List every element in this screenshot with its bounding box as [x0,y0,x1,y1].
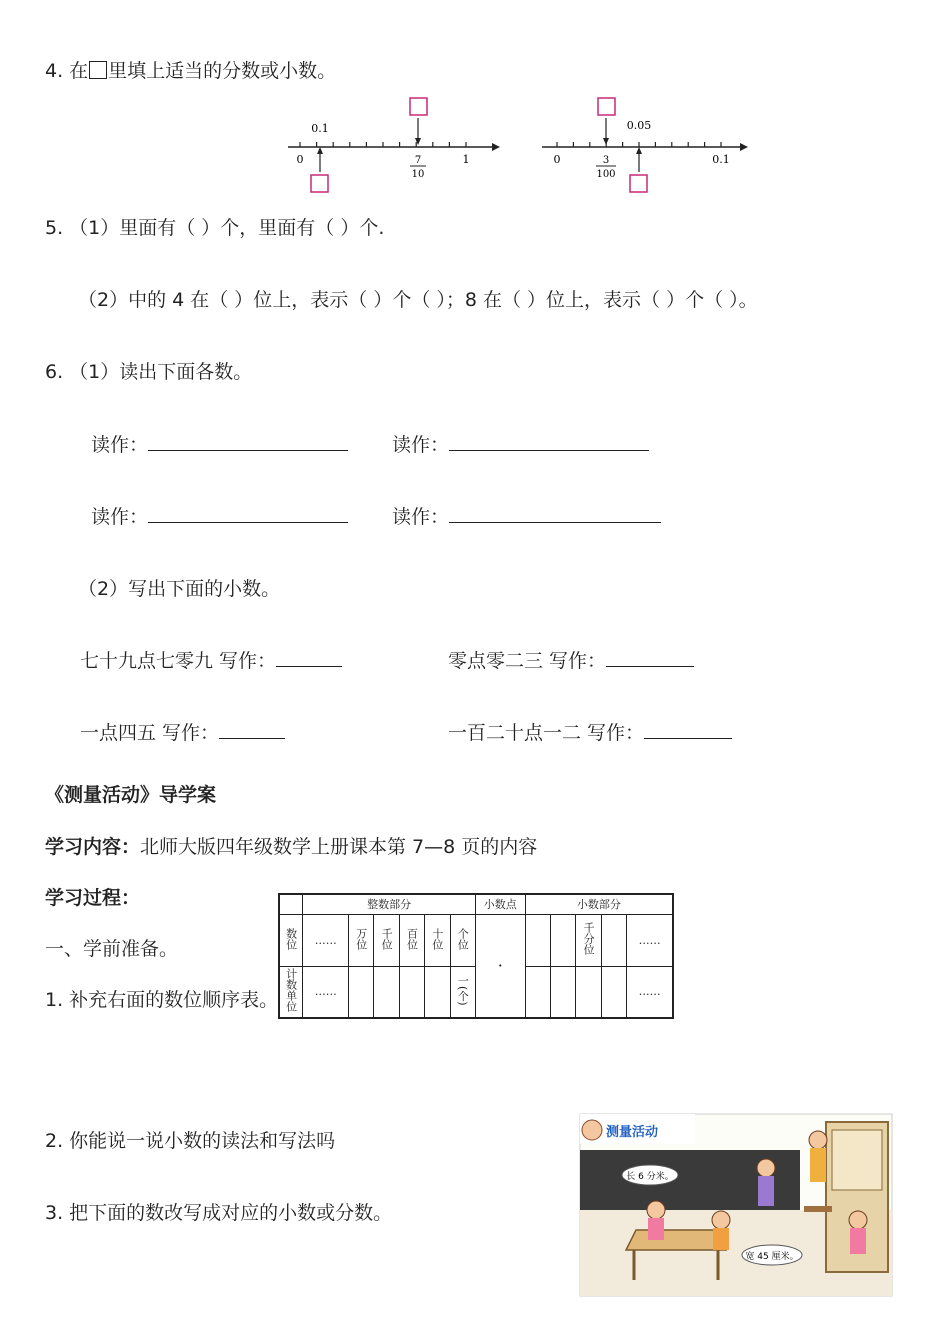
place-value-table [278,893,674,1019]
child-figure [647,1201,665,1240]
speech-width: 宽 45 厘米。 [745,1252,799,1262]
row-head-place: 数位 [279,914,303,966]
child-figure [712,1211,730,1250]
measuring-activity-illustration [576,1110,896,1300]
write-item-1: 七十九点七零九 写作： [80,646,342,673]
read-row-2b: 读作： [392,502,661,529]
frac-den: 100 [596,169,616,180]
answer-line[interactable] [449,504,661,523]
cell-shi: 十位 [430,927,444,950]
blank-cell[interactable] [551,966,576,1018]
number-line-2 [542,98,748,192]
frac-den: 10 [411,169,425,180]
answer-box[interactable] [410,98,427,115]
integer-part-header: 整数部分 [303,894,476,914]
tick-label-one: 1 [462,153,470,166]
q5-line1: 5. （1）里面有（ ）个，里面有（ ）个. [45,217,385,239]
answer-box[interactable] [598,98,615,115]
answer-line[interactable] [148,504,348,523]
cell-wan: 万位 [354,927,368,950]
read-row-1b: 读作： [392,430,649,457]
decimal-part-header: 小数部分 [525,894,673,914]
item-3: 3. 把下面的数改写成对应的小数或分数。 [45,1202,393,1224]
row-head-unit: 计数单位 [279,966,303,1018]
cell-bai: 百位 [405,927,419,950]
write-item-2: 零点零二三 写作： [448,646,694,673]
q4-title: 4. 在 里填上适当的分数或小数。 [45,60,337,82]
item-2: 2. 你能说一说小数的读法和写法吗 [45,1130,336,1152]
blank-cell[interactable] [525,966,550,1018]
label-point-one: 0.1 [311,122,329,135]
blank-box-icon [89,61,107,79]
tick-label-end: 0.1 [712,153,730,166]
read-row-1a: 读作： [91,430,348,457]
learning-process: 学习过程： [45,887,141,909]
cell-dots: …… [627,914,673,966]
answer-line[interactable] [148,432,348,451]
blank-cell[interactable] [349,966,374,1018]
child-figure [757,1159,775,1206]
answer-line[interactable] [219,720,285,739]
blank-cell[interactable] [399,966,424,1018]
label-point-zero-five: 0.05 [626,119,652,132]
cell-dots: …… [303,966,349,1018]
blank-cell[interactable] [551,914,576,966]
blank-cell[interactable] [525,914,550,966]
answer-line[interactable] [606,648,694,667]
frac-num: 7 [414,155,422,166]
q5-line2: （2）中的 4 在（ ）位上，表示（ ）个（ ）；8 在（ ）位上，表示（ ）个（ ）。 [78,289,758,311]
q6-sub2: （2）写出下面的小数。 [78,578,281,600]
cell-dots: …… [627,966,673,1018]
answer-box[interactable] [630,175,647,192]
blank-cell[interactable] [601,966,626,1018]
answer-line[interactable] [449,432,649,451]
answer-line[interactable] [276,648,342,667]
cell-qian: 千位 [380,927,394,950]
answer-box[interactable] [311,175,328,192]
blank-cell[interactable] [425,966,450,1018]
cell-one-unit: 一(个) [456,974,470,1006]
read-row-2a: 读作： [91,502,348,529]
illustration-title: 测量活动 [606,1125,659,1140]
decimal-point-cell: · [475,914,525,1018]
number-line-1 [288,98,500,192]
decimal-point-header: 小数点 [475,894,525,914]
cell-ge: 个位 [456,927,470,950]
answer-line[interactable] [644,720,732,739]
item-1: 1. 补充右面的数位顺序表。 [45,989,279,1011]
tick-label-zero: 0 [296,153,304,166]
section-title: 《测量活动》导学案 [45,784,217,806]
speech-length: 长 6 分米。 [626,1172,674,1182]
blank-cell[interactable] [576,966,601,1018]
number-lines [280,92,760,202]
blank-cell[interactable] [601,914,626,966]
blank-cell[interactable] [374,966,399,1018]
learning-content: 学习内容：北师大版四年级数学上册课本第 7—8 页的内容 [45,836,538,858]
q6-title: 6. （1）读出下面各数。 [45,361,253,383]
frac-num: 3 [602,155,610,166]
child-figure [849,1211,867,1254]
prep-heading: 一、学前准备。 [45,938,179,960]
cell-qianfen: 千分位 [582,922,596,955]
write-item-4: 一百二十点一二 写作： [448,718,732,745]
cell-dots: …… [303,914,349,966]
tick-label-zero: 0 [553,153,561,166]
write-item-3: 一点四五 写作： [80,718,285,745]
